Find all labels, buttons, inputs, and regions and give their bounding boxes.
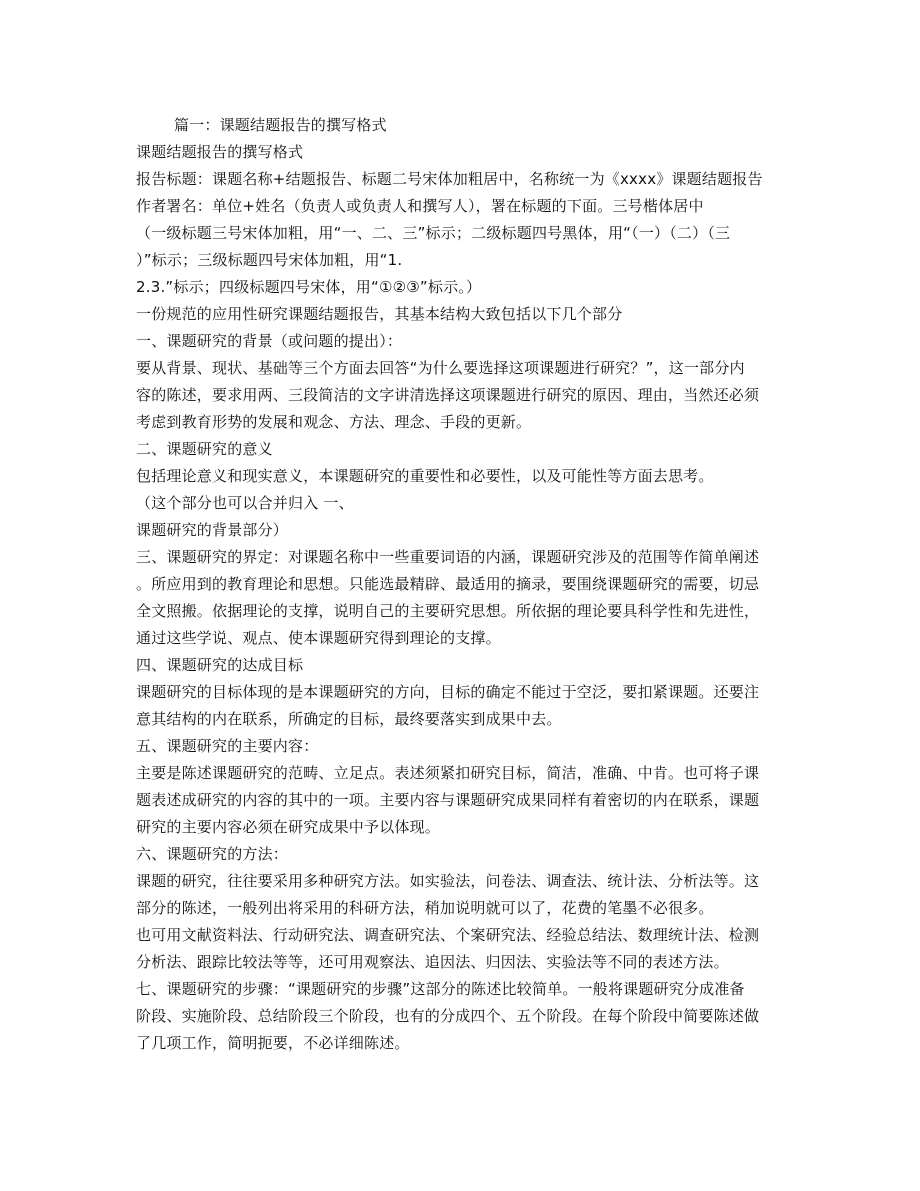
section-heading: 一、课题研究的背景（或问题的提出）： [136,332,403,350]
text-line: 分析法、跟踪比较法等等，还可用观察法、追因法、归因法、实验法等不同的表述方法。 [136,953,729,971]
text-line: 2.3.”标示；四级标题四号宋体，用“①②③”标示。） [136,278,482,296]
text-line: 报告标题：课题名称+结题报告、标题二号宋体加粗居中，名称统一为《xxxx》课题结题报告 [136,170,763,188]
section-heading: 二、课题研究的意义 [136,440,273,458]
section-heading: 四、课题研究的达成目标 [136,656,304,674]
text-line: 课题的研究，往往要采用多种研究方法。如实验法，问卷法、调查法、统计法、分析法等。这 [136,872,760,890]
text-line: 主要是陈述课题研究的范畴、立足点。表述须紧扣研究目标，简洁，准确、中肯。也可将子课 [136,764,760,782]
text-line: 考虑到教育形势的发展和观念、方法、理念、手段的更新。 [136,413,532,431]
text-line: ）”标示；三级标题四号宋体加粗，用“1. [136,251,403,269]
text-line: （这个部分也可以合并归入 一、 [136,494,354,512]
text-line: 。所应用到的教育理论和思想。只能选最精辟、最适用的摘录，要围绕课题研究的需要，切忌 [136,575,760,593]
text-line: 阶段、实施阶段、总结阶段三个阶段，也有的分成四个、五个阶段。在每个阶段中简要陈述做 [136,1007,760,1025]
text-line: 要从背景、现状、基础等三个方面去回答“为什么要选择这项课题进行研究？”，这一部分内 [136,359,745,377]
section-heading: 七、课题研究的步骤：“课题研究的步骤”这部分的陈述比较简单。一般将课题研究分成准备 [136,980,745,998]
text-line: 作者署名：单位+姓名（负责人或负责人和撰写人），署在标题的下面。三号楷体居中 [136,197,704,215]
text-line: 也可用文献资料法、行动研究法、调查研究法、个案研究法、经验总结法、数理统计法、检测 [136,926,760,944]
text-line: 课题研究的目标体现的是本课题研究的方向，目标的确定不能过于空泛，要扣紧课题。还要注 [136,683,760,701]
text-line: 容的陈述，要求用两、三段简洁的文字讲清选择这项课题进行研究的原因、理由，当然还必须 [136,386,760,404]
text-line: （一级标题三号宋体加粗，用“一、二、三”标示；二级标题四号黑体，用“（一）（二）（三 [136,224,731,242]
text-line: 题表述成研究的内容的其中的一项。主要内容与课题研究成果同样有着密切的内在联系，课题 [136,791,760,809]
section-heading: 五、课题研究的主要内容： [136,737,319,755]
document-body [136,112,788,1057]
text-line: 了几项工作，简明扼要，不必详细陈述。 [136,1034,410,1052]
document-section-title: 篇一：课题结题报告的撰写格式 [174,116,387,134]
text-line: 包括理论意义和现实意义，本课题研究的重要性和必要性，以及可能性等方面去思考。 [136,467,714,485]
text-line: 部分的陈述，一般列出将采用的科研方法，稍加说明就可以了，花费的笔墨不必很多。 [136,899,714,917]
section-heading: 三、课题研究的界定：对课题名称中一些重要词语的内涵，课题研究涉及的范围等作简单阐述 [136,548,760,566]
text-line: 全文照搬。依据理论的支撑，说明自己的主要研究思想。所依据的理论要具科学性和先进性， [136,602,760,620]
text-line: 一份规范的应用性研究课题结题报告，其基本结构大致包括以下几个部分 [136,305,623,323]
text-line: 课题研究的背景部分） [136,521,289,539]
text-line: 意其结构的内在联系，所确定的目标，最终要落实到成果中去。 [136,710,562,728]
report-format-title: 课题结题报告的撰写格式 [136,143,304,161]
text-line: 研究的主要内容必须在研究成果中予以体现。 [136,818,441,836]
text-line: 通过这些学说、观点、使本课题研究得到理论的支撑。 [136,629,501,647]
section-heading: 六、课题研究的方法： [136,845,289,863]
